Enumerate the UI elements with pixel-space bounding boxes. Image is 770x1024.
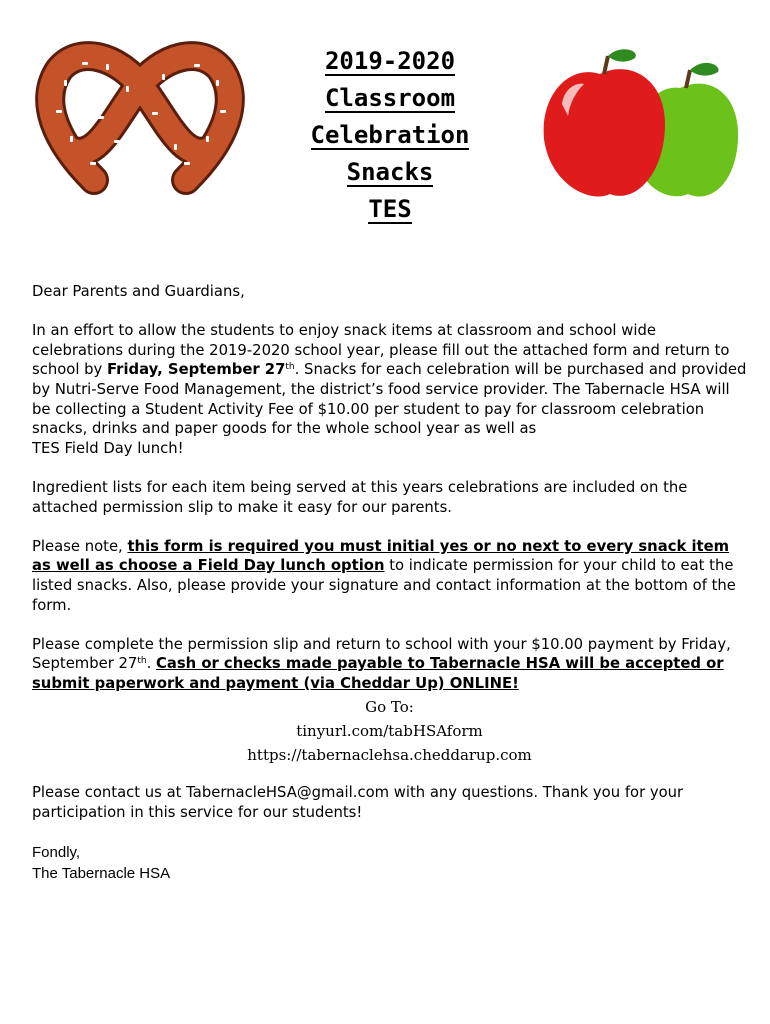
note-requirement: this form is required you must initial yes or no next to every snack item as well as choose a Field Day lunch option (32, 537, 730, 575)
deadline-suffix: th (285, 362, 295, 373)
form-link[interactable]: tinyurl.com/tabHSAform (296, 722, 483, 741)
title-line-celebration: Celebration (310, 121, 470, 149)
goto-label: Go To: (365, 698, 414, 717)
payment-instructions: Cash or checks made payable to Tabernacle HSA will be accepted or submit paperwork and payment (via Cheddar Up) ONLINE! (32, 655, 724, 692)
note-lead: Please note, (32, 537, 128, 555)
apples-icon (540, 44, 740, 206)
deadline-date: Friday, September 27 (107, 361, 286, 379)
title-line-snacks: Snacks (346, 158, 434, 186)
title-line-classroom: Classroom (324, 84, 456, 112)
pretzel-icon (34, 40, 246, 200)
paragraph-intro (32, 321, 747, 458)
closing: Fondly, (32, 843, 81, 861)
payment-text: Please complete the permission slip and return to school with your $10.00 payment by Friday, September 27 (32, 635, 731, 673)
payment-spacer: . (146, 655, 156, 673)
cheddarup-link[interactable]: https://tabernaclehsa.cheddarup.com (247, 746, 532, 765)
intro-text-continued: . Snacks for each celebration will be purchased and provided by Nutri-Serve Food Management, the district’s food service provider. The Tabernacle HSA will be collecting a Student Activity Fee of $10.00 per student to pay for classroom celebration snacks, drinks and paper goods for the whole school year as well as (32, 361, 747, 438)
letter-body (32, 282, 747, 884)
page-title (250, 45, 530, 230)
paragraph-payment (32, 635, 747, 694)
paragraph-note (32, 537, 747, 615)
intro-text: In an effort to allow the students to enjoy snack items at classroom and school wide celebrations during the 2019-2020 school year, please fill out the attached form and return to school by (32, 322, 730, 379)
payment-date-suffix: th (137, 656, 147, 667)
signature-block (32, 842, 747, 884)
intro-text-field-day: TES Field Day lunch! (32, 439, 184, 457)
note-rest: to indicate permission for your child to eat the listed snacks. Also, please provide your signature and contact information at the bottom of the form. (32, 557, 736, 614)
title-line-year: 2019-2020 (324, 47, 456, 75)
greeting: Dear Parents and Guardians, (32, 283, 245, 300)
online-links (32, 695, 747, 767)
signature: The Tabernacle HSA (32, 864, 171, 882)
title-line-school: TES (368, 195, 412, 223)
paragraph-ingredients: Ingredient lists for each item being served at this years celebrations are included on the attached permission slip to make it easy for our parents. (32, 478, 688, 516)
paragraph-contact: Please contact us at TabernacleHSA@gmail.com with any questions. Thank you for your participation in this service for our students! (32, 784, 684, 821)
